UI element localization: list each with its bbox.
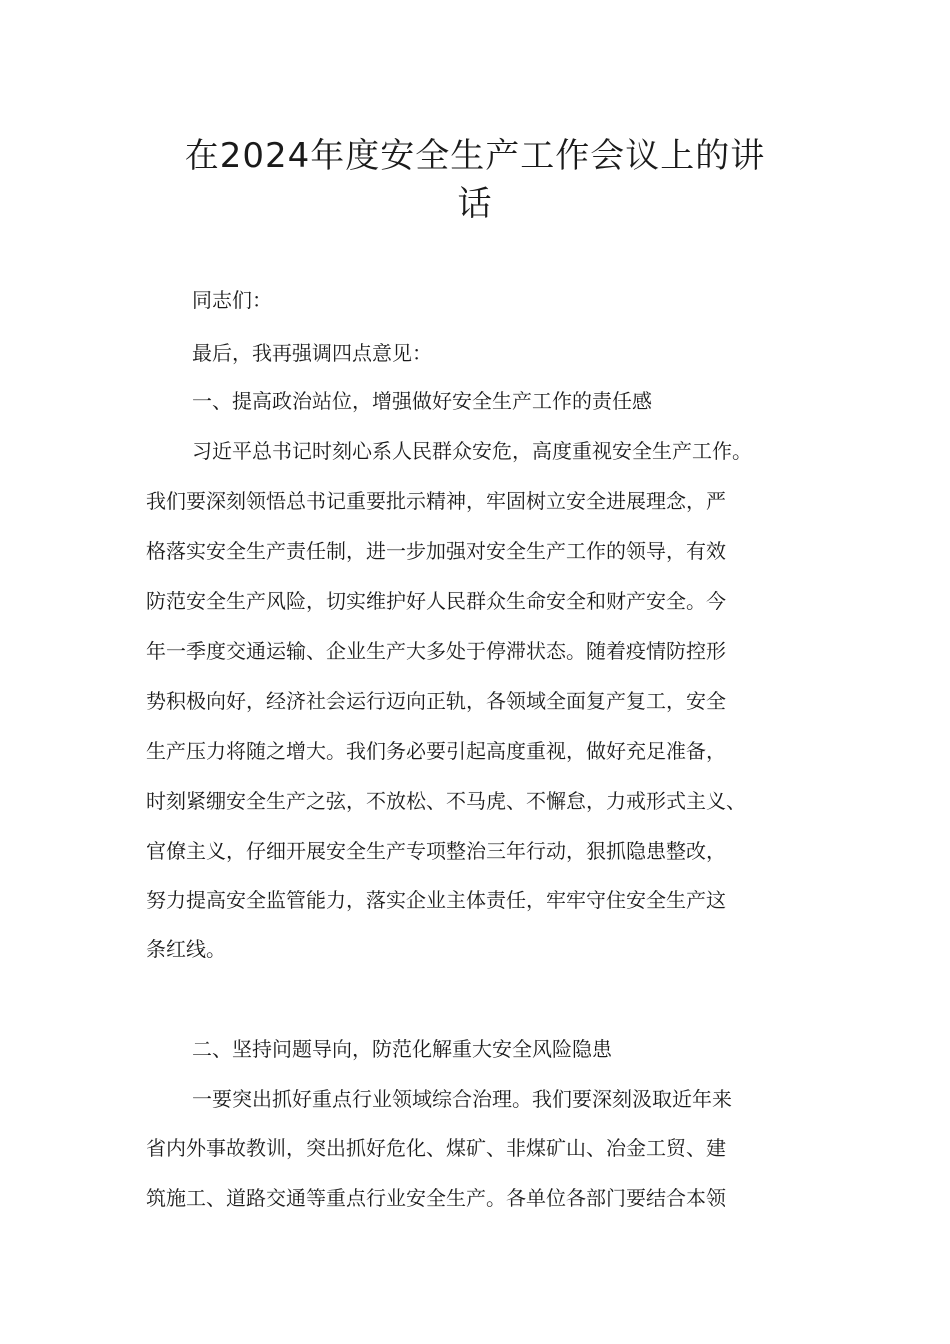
section-2-line: 一要突出抓好重点行业领域综合治理。我们要深刻汲取近年来 bbox=[192, 1087, 732, 1111]
section-1-line: 官僚主义，仔细开展安全生产专项整治三年行动，狠抓隐患整改， bbox=[146, 839, 726, 863]
section-2-heading: 二、坚持问题导向，防范化解重大安全风险隐患 bbox=[192, 1037, 612, 1061]
section-1-line: 习近平总书记时刻心系人民群众安危，高度重视安全生产工作。 bbox=[192, 439, 752, 463]
section-1-line: 防范安全生产风险，切实维护好人民群众生命安全和财产安全。今 bbox=[146, 589, 726, 613]
section-1-line: 年一季度交通运输、企业生产大多处于停滞状态。随着疫情防控形 bbox=[146, 639, 726, 663]
intro-paragraph: 最后，我再强调四点意见： bbox=[192, 341, 432, 365]
document-title bbox=[150, 132, 800, 228]
title-line-1: 在2024年度安全生产工作会议上的讲 bbox=[184, 136, 766, 176]
section-1-line: 生产压力将随之增大。我们务必要引起高度重视，做好充足准备， bbox=[146, 739, 726, 763]
section-1-line: 势积极向好，经济社会运行迈向正轨，各领域全面复产复工，安全 bbox=[146, 689, 726, 713]
title-line-2: 话 bbox=[457, 184, 493, 224]
section-1-line: 条红线。 bbox=[146, 937, 226, 961]
greeting: 同志们： bbox=[192, 288, 272, 312]
section-2-line: 筑施工、道路交通等重点行业安全生产。各单位各部门要结合本领 bbox=[146, 1186, 726, 1210]
section-1-line: 格落实安全生产责任制，进一步加强对安全生产工作的领导，有效 bbox=[146, 539, 726, 563]
section-1-line: 我们要深刻领悟总书记重要批示精神，牢固树立安全进展理念，严 bbox=[146, 489, 726, 513]
section-1-line: 时刻紧绷安全生产之弦，不放松、不马虎、不懈怠，力戒形式主义、 bbox=[146, 789, 746, 813]
section-1-line: 努力提高安全监管能力，落实企业主体责任，牢牢守住安全生产这 bbox=[146, 888, 726, 912]
section-2-line: 省内外事故教训，突出抓好危化、煤矿、非煤矿山、冶金工贸、建 bbox=[146, 1136, 726, 1160]
section-1-heading: 一、提高政治站位，增强做好安全生产工作的责任感 bbox=[192, 389, 652, 413]
